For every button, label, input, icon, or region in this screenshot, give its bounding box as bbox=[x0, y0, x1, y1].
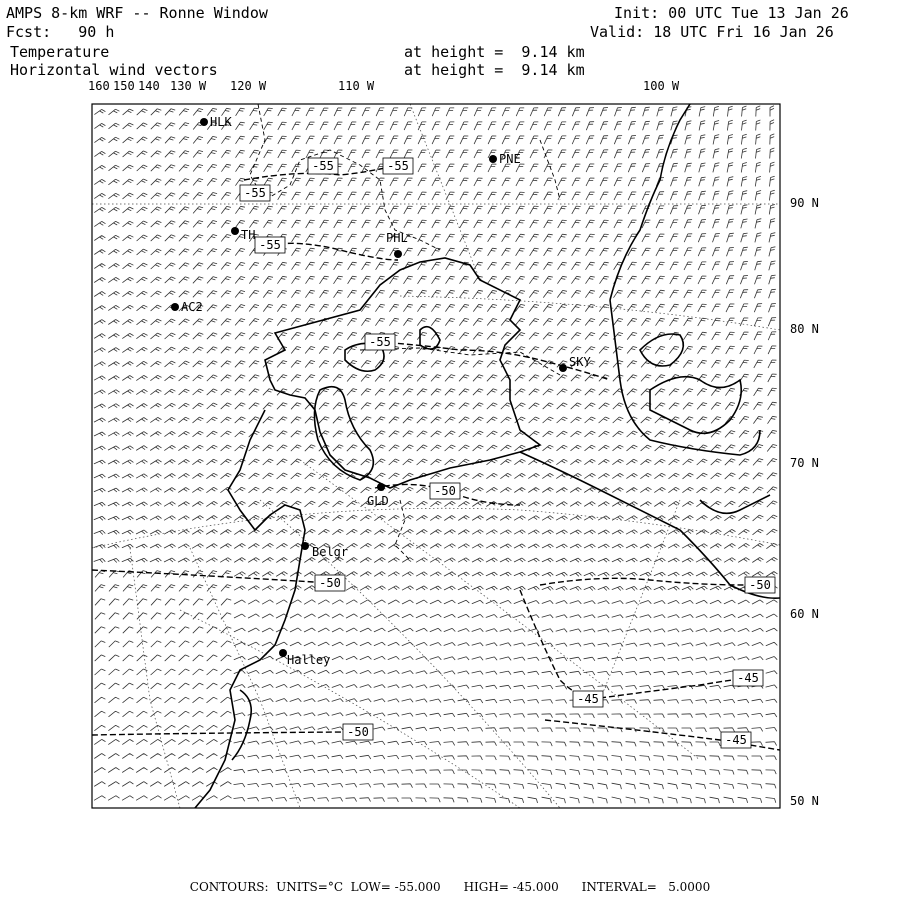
field-wind-height: at height = 9.14 km bbox=[404, 61, 585, 79]
station-label: GLD bbox=[367, 494, 389, 508]
contour-label: -45 bbox=[725, 733, 747, 747]
lat-label: 50 N bbox=[790, 794, 819, 808]
station-gld bbox=[367, 483, 389, 508]
contour-label: -55 bbox=[259, 238, 281, 252]
station-label: Halley bbox=[287, 653, 331, 667]
contour-legend: CONTOURS: UNITS=°C LOW= -55.000 HIGH= -45.000 INTERVAL= 5.0000 bbox=[189, 880, 711, 894]
valid-time: Valid: 18 UTC Fri 16 Jan 26 bbox=[590, 23, 834, 41]
contour-label: -55 bbox=[244, 186, 266, 200]
lat-label: 90 N bbox=[790, 196, 819, 210]
wind-barbs bbox=[94, 106, 778, 804]
contour-label: -50 bbox=[319, 576, 341, 590]
map-title: AMPS 8-km WRF -- Ronne Window bbox=[6, 4, 268, 22]
contour-label: -50 bbox=[749, 578, 771, 592]
station-label: TH bbox=[241, 228, 256, 242]
station-belgr bbox=[301, 542, 348, 559]
field-temperature: Temperature bbox=[10, 43, 110, 61]
station-marker bbox=[200, 118, 208, 126]
lon-label: 140 bbox=[138, 79, 160, 93]
station-marker bbox=[171, 303, 179, 311]
station-hlk bbox=[200, 115, 232, 129]
station-label: PNE bbox=[499, 152, 521, 166]
station-marker bbox=[559, 364, 567, 372]
lat-label: 80 N bbox=[790, 322, 819, 336]
latitude-labels bbox=[790, 196, 819, 808]
contour-label: -45 bbox=[577, 692, 599, 706]
station-label: HLK bbox=[210, 115, 232, 129]
station-marker bbox=[377, 483, 385, 491]
contour-label: -55 bbox=[312, 159, 334, 173]
lat-label: 70 N bbox=[790, 456, 819, 470]
station-label: AC2 bbox=[181, 300, 203, 314]
station-marker bbox=[489, 155, 497, 163]
station-marker bbox=[394, 250, 402, 258]
longitude-labels bbox=[88, 79, 680, 93]
lon-label: 130 W bbox=[170, 79, 207, 93]
contour-label: -50 bbox=[347, 725, 369, 739]
station-marker bbox=[301, 542, 309, 550]
contour-label: -55 bbox=[387, 159, 409, 173]
station-marker bbox=[231, 227, 239, 235]
lat-label: 60 N bbox=[790, 607, 819, 621]
contour-label: -55 bbox=[369, 335, 391, 349]
station-halley bbox=[279, 649, 330, 667]
station-ac2 bbox=[171, 300, 203, 314]
lon-label: 150 bbox=[113, 79, 135, 93]
station-label: SKY bbox=[569, 355, 591, 369]
init-time: Init: 00 UTC Tue 13 Jan 26 bbox=[614, 4, 849, 22]
station-label: PHL bbox=[386, 231, 408, 245]
lon-label: 120 W bbox=[230, 79, 267, 93]
station-marker bbox=[279, 649, 287, 657]
forecast-hour: Fcst: 90 h bbox=[6, 23, 115, 41]
map-frame bbox=[92, 104, 780, 808]
station-label: Belgr bbox=[312, 545, 349, 559]
contour-label: -45 bbox=[737, 671, 759, 685]
contour-label: -50 bbox=[434, 484, 456, 498]
lon-label: 110 W bbox=[338, 79, 375, 93]
wind-barb-field bbox=[94, 106, 778, 804]
station-th bbox=[231, 227, 255, 242]
field-wind: Horizontal wind vectors bbox=[10, 61, 218, 79]
graticule bbox=[92, 104, 780, 808]
field-temperature-height: at height = 9.14 km bbox=[404, 43, 585, 61]
lon-label: 160 bbox=[88, 79, 110, 93]
lon-label: 100 W bbox=[643, 79, 680, 93]
